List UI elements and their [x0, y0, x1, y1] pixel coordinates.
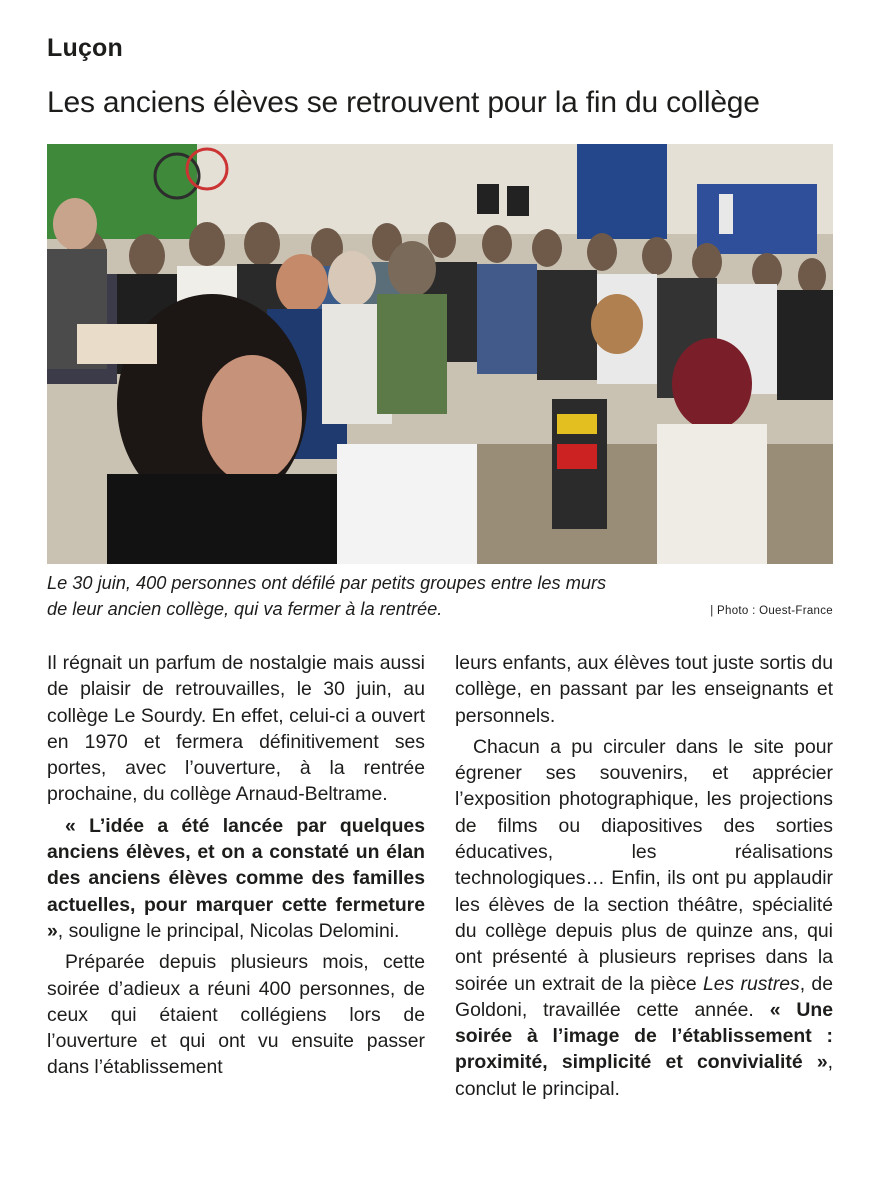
paragraph-4-start: Chacun a pu circuler dans le site pour égrener ses souvenirs, et apprécier l’exposition photographique, les projections de films ou diapositives des sorties éducatives, les réalisations technologiques… Enfin, ils ont pu applaudir les élèves de la section théâtre, spécialité du collège depuis plus de quinze ans, qui ont présenté à plusieurs reprises dans la soirée un extrait de la pièce [455, 735, 833, 995]
paragraph-1: Il régnait un parfum de nostalgie mais aussi de plaisir de retrouvailles, le 30 juin, au collège Le Sourdy. En effet, celui-ci a ouvert en 1970 et fermera définitivement ses portes, avec l’ouverture, à la rentrée prochaine, du collège Arnaud-Beltrame. [47, 652, 425, 806]
paragraph-3: Préparée depuis plusieurs mois, cette soirée d’adieux a réuni 400 personnes, de ceux qui étaient collégiens lors de l’ouverture et qui ont vu ensuite passer dans l’établissement [47, 951, 425, 1079]
paragraph-4-end: , conclut le principal. [455, 1051, 833, 1100]
paragraph-4-mid: , de Goldoni, travaillée cette année. [455, 972, 833, 1021]
article-kicker: Luçon [47, 34, 123, 62]
column-right [455, 650, 833, 1102]
photo-caption [47, 570, 667, 622]
photo-credit: | Photo : Ouest-France [710, 605, 833, 617]
article-headline: Les anciens élèves se retrouvent pour la fin du collège [47, 86, 760, 119]
caption-line-1: Le 30 juin, 400 personnes ont défilé par petits groupes entre les murs [47, 573, 607, 593]
paragraph-4 [455, 734, 833, 1102]
paragraph-2 [47, 813, 425, 944]
caption-line-2: de leur ancien collège, qui va fermer à la rentrée. [47, 599, 443, 619]
column-left [47, 650, 425, 1081]
paragraph-2-rest: , souligne le principal, Nicolas Delomini. [57, 919, 400, 942]
play-title: Les rustres [702, 972, 800, 995]
article-photo [47, 144, 833, 564]
quote-principal: « L’idée a été lancée par quelques anciens élèves, et on a constaté un élan des anciens élèves comme des familles actuelles, pour marquer cette fermeture » [47, 814, 425, 942]
quote-conclusion: « Une soirée à l’image de l’établissement : proximité, simplicité et convivialité » [455, 998, 834, 1074]
paragraph-3-continued: leurs enfants, aux élèves tout juste sortis du collège, en passant par les enseignants et personnels. [455, 652, 833, 727]
